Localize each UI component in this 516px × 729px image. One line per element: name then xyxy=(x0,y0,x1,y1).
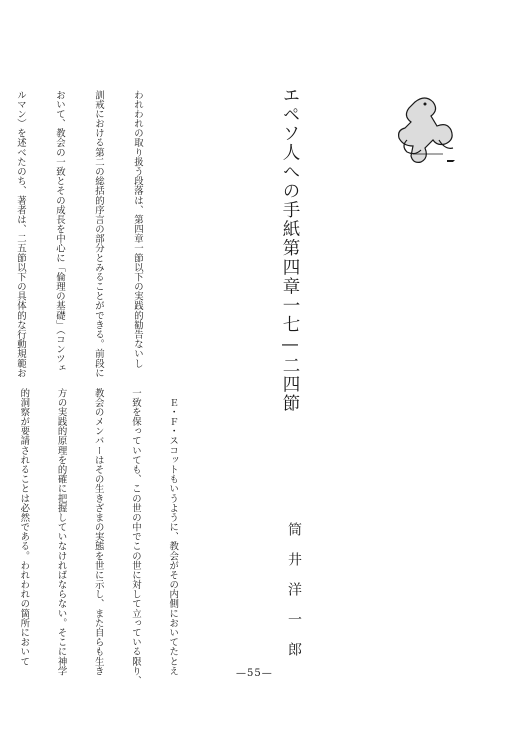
author-name: 筒井洋一郎 xyxy=(286,522,302,672)
body-column: Ｅ・Ｆ・スコットもいうように、教会がその内側においてたとえ xyxy=(167,388,179,676)
intro-column: 訓戒における第二の総括的序言の部分とみることができる。前段に xyxy=(93,90,104,378)
body-column: 教会のメンバーはその生きざまの実態を世に示し、また自らも生き xyxy=(92,388,104,676)
intro-paragraph xyxy=(15,90,170,390)
body-paragraph xyxy=(18,388,203,686)
article-title: エペソ人への手紙第四章一七—二四節 xyxy=(280,86,300,414)
page-number: —55— xyxy=(236,668,273,679)
figure-illustration xyxy=(395,92,465,170)
intro-column: ルマン）を述べたのち、著者は、二五節以下の具体的な行動規範お xyxy=(15,90,26,378)
intro-column: おいて、教会の一致とその成長を中心に「倫理の基礎」（コンツェ xyxy=(54,90,65,374)
body-column: 的洞察が要請されることは必然である。われわれの箇所において xyxy=(18,388,30,667)
body-column: 一致を保っていても、この世の中でこの世に対して立っている限り、 xyxy=(129,388,141,686)
body-column: 方の実践的原理を的確に把握していなければならない。そこに神学 xyxy=(55,388,67,676)
intro-column: われわれの取り扱う段落は、第四章一節以下の実践的勧告ないし xyxy=(132,90,143,369)
